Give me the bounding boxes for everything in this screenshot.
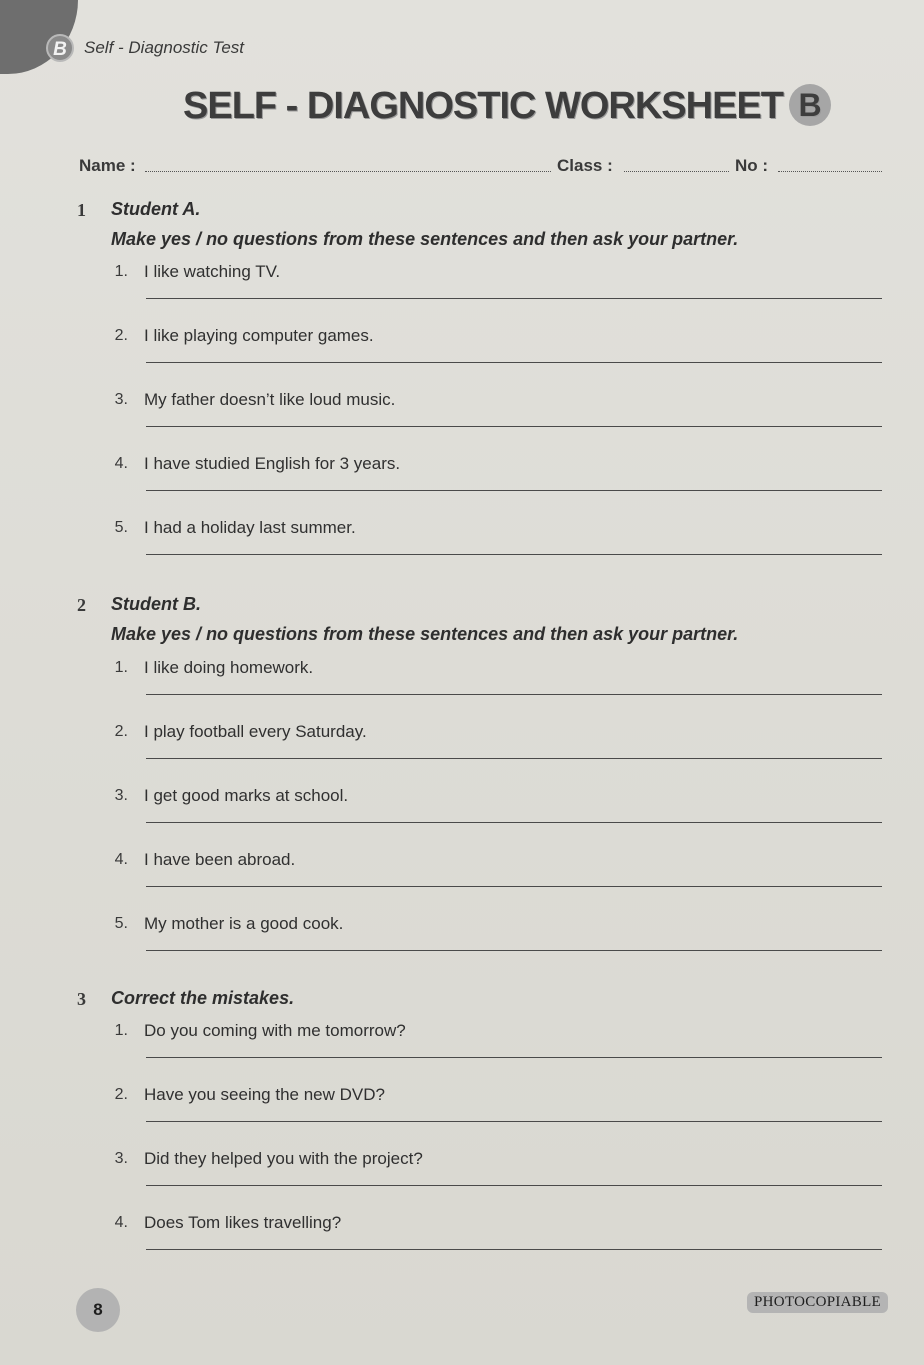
answer-line[interactable]	[146, 1121, 882, 1122]
question-item	[106, 1214, 882, 1274]
section-3-title: Correct the mistakes.	[111, 988, 295, 1008]
answer-line[interactable]	[146, 950, 882, 951]
question-item	[106, 327, 882, 387]
title-badge: B	[789, 84, 831, 126]
student-info-row	[79, 152, 882, 178]
question-text: I get good marks at school.	[144, 786, 349, 805]
page-title	[183, 84, 831, 128]
page-title-text: SELF - DIAGNOSTIC WORKSHEET	[183, 85, 783, 127]
question-number: 1.	[114, 659, 128, 676]
question-text: Did they helped you with the project?	[144, 1149, 423, 1168]
question-item	[106, 1022, 882, 1082]
answer-line[interactable]	[146, 694, 882, 695]
question-number: 3.	[114, 1150, 128, 1167]
answer-line[interactable]	[146, 1185, 882, 1186]
question-text: I have studied English for 3 years.	[144, 454, 401, 473]
page-number: 8	[76, 1288, 120, 1332]
answer-line[interactable]	[146, 758, 882, 759]
question-item	[106, 1150, 882, 1210]
no-label: No :	[735, 156, 769, 175]
question-number: 2.	[114, 723, 128, 740]
question-number: 3.	[114, 391, 128, 408]
photocopiable-badge: PHOTOCOPIABLE	[747, 1292, 888, 1313]
question-number: 3.	[114, 787, 128, 804]
question-number: 4.	[114, 455, 128, 472]
question-item	[106, 787, 882, 847]
answer-line[interactable]	[146, 490, 882, 491]
class-label: Class :	[557, 156, 613, 175]
question-number: 4.	[114, 1214, 128, 1231]
question-number: 1.	[114, 263, 128, 280]
question-number: 5.	[114, 519, 128, 536]
question-text: Do you coming with me tomorrow?	[144, 1021, 406, 1040]
question-text: Have you seeing the new DVD?	[144, 1085, 385, 1104]
answer-line[interactable]	[146, 426, 882, 427]
question-number: 4.	[114, 851, 128, 868]
question-item	[106, 659, 882, 719]
name-label: Name :	[79, 156, 136, 175]
section-1-instruction: Make yes / no questions from these sentences and then ask your partner.	[111, 229, 739, 249]
question-text: I like doing homework.	[144, 658, 314, 677]
question-number: 1.	[114, 1022, 128, 1039]
question-item	[106, 915, 882, 975]
answer-line[interactable]	[146, 822, 882, 823]
question-item	[106, 391, 882, 451]
section-1-title: Student A.	[111, 199, 201, 219]
answer-line[interactable]	[146, 554, 882, 555]
question-item	[106, 519, 882, 579]
question-number: 2.	[114, 327, 128, 344]
question-text: I play football every Saturday.	[144, 722, 367, 741]
question-text: Does Tom likes travelling?	[144, 1213, 342, 1232]
answer-line[interactable]	[146, 362, 882, 363]
name-field[interactable]	[145, 171, 551, 172]
section-2-number: 2	[77, 595, 86, 615]
question-text: I had a holiday last summer.	[144, 518, 356, 537]
question-item	[106, 1086, 882, 1146]
question-number: 2.	[114, 1086, 128, 1103]
question-item	[106, 851, 882, 911]
header-label: Self - Diagnostic Test	[84, 38, 244, 57]
section-3-number: 3	[77, 989, 86, 1009]
class-field[interactable]	[624, 171, 729, 172]
question-item	[106, 455, 882, 515]
question-text: I have been abroad.	[144, 850, 296, 869]
question-item	[106, 723, 882, 783]
answer-line[interactable]	[146, 298, 882, 299]
question-text: My father doesn’t like loud music.	[144, 390, 396, 409]
question-text: I like watching TV.	[144, 262, 281, 281]
answer-line[interactable]	[146, 1057, 882, 1058]
section-2-instruction: Make yes / no questions from these sentences and then ask your partner.	[111, 624, 739, 644]
question-text: My mother is a good cook.	[144, 914, 344, 933]
section-1-number: 1	[77, 200, 86, 220]
question-number: 5.	[114, 915, 128, 932]
section-2-title: Student B.	[111, 594, 201, 614]
answer-line[interactable]	[146, 886, 882, 887]
answer-line[interactable]	[146, 1249, 882, 1250]
header-badge: B	[46, 34, 74, 62]
question-text: I like playing computer games.	[144, 326, 374, 345]
no-field[interactable]	[778, 171, 882, 172]
question-item	[106, 263, 882, 323]
